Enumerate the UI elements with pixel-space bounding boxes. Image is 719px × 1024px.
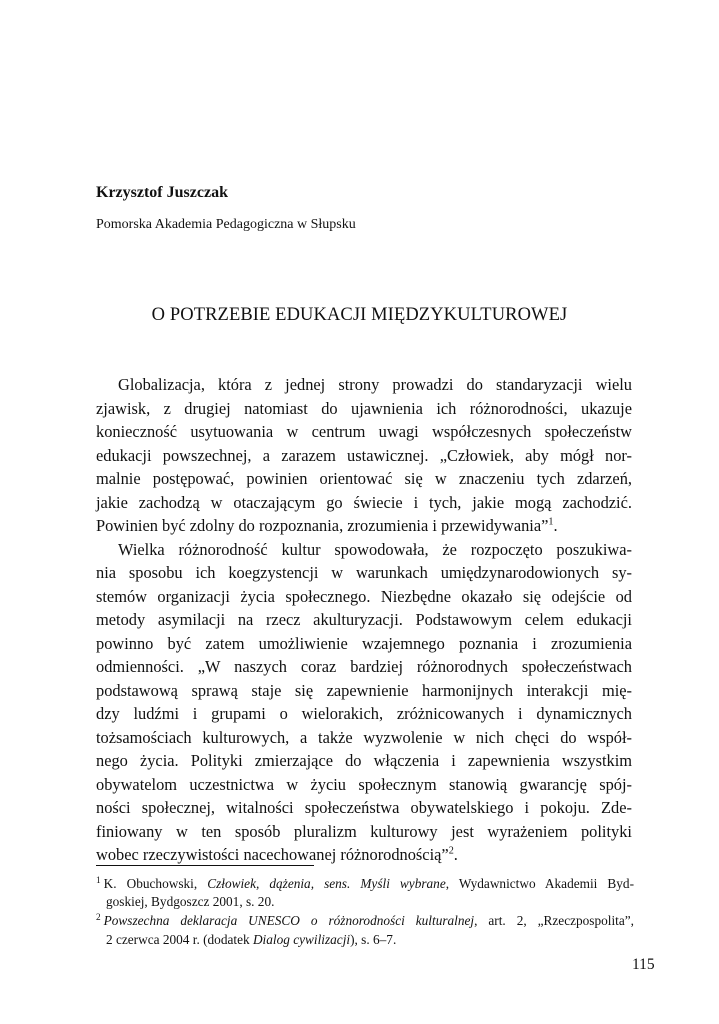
body-line: stemów organizacji życia społecznego. Niezbędne okazało się odejście od <box>96 587 632 606</box>
article-title: O POTRZEBIE EDUKACJI MIĘDZYKULTUROWEJ <box>151 305 568 325</box>
body-line: nego życia. Polityki zmierzające do włączenia i zapewnienia wszystkim <box>96 751 632 770</box>
body-line: finiowany w ten sposób pluralizm kulturowy jest wyrażeniem polityki <box>96 822 632 841</box>
footnote-italic-title: Człowiek, dążenia, sens. Myśli wybrane <box>207 876 446 891</box>
footnote-italic-title: Dialog cywilizacji <box>252 932 351 947</box>
footnote-text: ), s. 6–7. <box>350 932 397 947</box>
footnote-reference[interactable]: 2 <box>448 845 454 857</box>
body-line: tożsamościach kulturowych, a także wyzwolenie w nich chęci do współ- <box>96 728 632 747</box>
footnote-marker: 1 <box>96 875 101 886</box>
footnote-italic-title: Powszechna deklaracja UNESCO o różnorodności kulturalnej <box>103 913 475 928</box>
footnote-text: 2 czerwca 2004 r. (dodatek <box>106 932 253 947</box>
body-line: odmienności. „W naszych coraz bardziej różnorodnych społeczeństwach <box>96 657 632 676</box>
body-text: Powinien być zdolny do rozpoznania, zrozumienia i przewidywania” <box>96 516 549 535</box>
author-affiliation: Pomorska Akademia Pedagogiczna w Słupsku <box>96 217 356 232</box>
footnote-marker: 2 <box>96 912 101 923</box>
footnote-1 <box>96 874 634 893</box>
footnote-text: , Wydawnictwo Akademii Byd- <box>445 876 634 891</box>
footnote-2-continuation <box>106 930 634 949</box>
footnote-reference[interactable]: 1 <box>548 516 554 528</box>
end-punctuation: . <box>453 845 458 864</box>
body-line: dzy ludźmi i grupami o wielorakich, zróżnicowanych i dynamicznych <box>96 704 632 723</box>
footnote-1-continuation: goskiej, Bydgoszcz 2001, s. 20. <box>106 894 275 909</box>
body-line: malnie postępować, powinien orientować się w znaczeniu tych zdarzeń, <box>96 469 632 488</box>
body-line: jakie zachodzą w otaczającym go świecie i tych, jakie mogą zachodzić. <box>96 493 632 512</box>
body-line: konieczność usytuowania w centrum uwagi współczesnych społeczeństw <box>96 422 632 441</box>
body-line: zjawisk, z drugiej natomiast do ujawnienia ich różnorodności, ukazuje <box>96 399 632 418</box>
body-line: edukacji powszechnej, a zarazem ustawicznej. „Człowiek, aby mógł nor- <box>96 446 632 465</box>
end-punctuation: . <box>553 516 558 535</box>
body-line: ności społecznej, witalności społeczeństwa obywatelskiego i pokoju. Zde- <box>96 798 632 817</box>
footnote-divider <box>96 865 314 866</box>
body-line: powinno być zatem umożliwienie wzajemnego poznania i zrozumienia <box>96 634 632 653</box>
body-line: nia sposobu ich koegzystencji w warunkach umiędzynarodowionych sy- <box>96 563 632 582</box>
body-line: obywatelom uczestnictwa w życiu społecznym stanowią gwarancję spój- <box>96 775 632 794</box>
body-line: metody asymilacji na rzecz akulturyzacji. Podstawowym celem edukacji <box>96 610 632 629</box>
footnote-text: , art. 2, „Rzeczpospolita”, <box>474 913 634 928</box>
body-line: podstawową sprawą staje się zapewnienie harmonijnych interakcji mię- <box>96 681 632 700</box>
page-number: 115 <box>632 956 655 973</box>
body-line-last <box>96 514 632 537</box>
body-line: Wielka różnorodność kultur spowodowała, że rozpoczęto poszukiwa- <box>118 540 632 559</box>
footnote-text: K. Obuchowski, <box>103 876 208 891</box>
body-line-last <box>96 843 632 866</box>
body-text: wobec rzeczywistości nacechowanej różnorodnością” <box>96 845 449 864</box>
author-name: Krzysztof Juszczak <box>96 184 228 201</box>
body-line: Globalizacja, która z jednej strony prowadzi do standaryzacji wielu <box>118 375 632 394</box>
footnote-2 <box>96 911 634 930</box>
